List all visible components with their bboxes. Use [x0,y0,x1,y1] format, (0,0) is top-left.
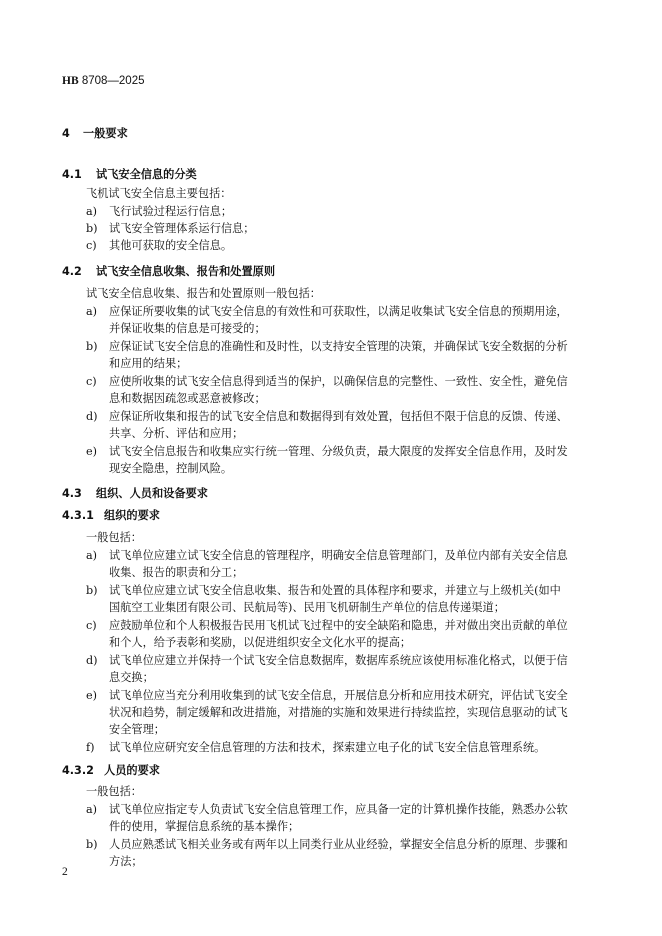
list-item-continuation: 和个人，给予表彰和奖励，以促进组织安全文化水平的提高； [109,636,412,649]
list-item-continuation: 状况和趋势，制定缓解和改进措施，对措施的实施和效果进行持续监控，实现信息驱动的试飞 [109,706,568,719]
list-label: e) [86,689,97,702]
list-item-continuation: 并保证收集的信息是可接受的； [109,322,266,335]
heading-title: 试飞安全信息的分类 [96,168,197,181]
list-item-continuation: 现安全隐患，控制风险。 [109,462,233,475]
paragraph-intro: 一般包括： [86,531,142,544]
list-label: b) [86,838,98,851]
heading-number: 4.3.1 [62,509,94,522]
list-label: a) [86,305,98,318]
list-label: f) [86,741,95,754]
heading-4-3 [62,485,208,501]
list-label: b) [86,340,98,353]
list-label: d) [86,410,98,423]
list-item: 试飞安全信息报告和收集应实行统一管理、分级负责，最大限度的发挥安全信息作用，及时发 [109,445,568,458]
heading-4-3-1 [62,507,160,523]
paragraph-intro: 试飞安全信息收集、报告和处置原则一般包括： [86,287,321,300]
list-item-continuation: 件的使用，掌握信息系统的基本操作； [109,820,300,833]
list-item: 人员应熟悉试飞相关业务或有两年以上同类行业从业经验，掌握安全信息分析的原理、步骤和 [109,838,568,851]
standard-header [62,75,145,87]
heading-number: 4.2 [62,265,82,278]
list-label: a) [86,549,98,562]
list-item: 试飞单位应当充分利用收集到的试飞安全信息，开展信息分析和应用技术研究，评估试飞安全 [109,689,568,702]
list-label: a) [86,803,98,816]
list-item: 试飞单位应指定专人负责试飞安全信息管理工作，应具备一定的计算机操作技能，熟悉办公软 [109,803,568,816]
heading-number: 4.3.2 [62,764,94,777]
list-item: 应保证所要收集的试飞安全信息的有效性和可获取性，以满足收集试飞安全信息的预期用途， [109,305,568,318]
list-item-continuation: 安全管理； [109,723,165,736]
heading-4 [62,125,128,141]
heading-number: 4.1 [62,168,82,181]
list-item-continuation: 和应用的结果； [109,357,188,370]
list-item: 试飞单位应建立并保持一个试飞安全信息数据库，数据库系统应该使用标准化格式，以便于信 [109,654,568,667]
list-label: c) [86,375,97,388]
heading-4-3-2 [62,762,160,778]
list-label: d) [86,654,98,667]
list-item: 其他可获取的安全信息。 [109,239,233,252]
heading-4-1 [62,166,197,182]
heading-number: 4.3 [62,487,82,500]
list-label: e) [86,445,97,458]
list-item: 应保证所收集和报告的试飞安全信息和数据得到有效处置，包括但不限于信息的反馈、传递、 [109,410,568,423]
heading-title: 组织的要求 [104,509,160,522]
list-item-continuation: 方法； [109,855,143,868]
heading-4-2 [62,263,275,279]
heading-number: 4 [62,127,70,140]
list-item: 飞行试验过程运行信息； [109,205,233,218]
list-label: c) [86,619,97,632]
page-number: 2 [62,866,68,878]
paragraph-intro: 一般包括： [86,785,142,798]
list-item-continuation: 息交换； [109,671,154,684]
list-item: 试飞单位应研究安全信息管理的方法和技术，探索建立电子化的试飞安全信息管理系统。 [109,741,546,754]
list-item: 应保证试飞安全信息的准确性和及时性，以支持安全管理的决策，并确保试飞安全数据的分析 [109,340,568,353]
list-item-continuation: 国航空工业集团有限公司、民航局等)、民用飞机研制生产单位的信息传递渠道； [109,601,505,614]
list-item: 应鼓励单位和个人积极报告民用飞机试飞过程中的安全缺陷和隐患，并对做出突出贡献的单位 [109,619,568,632]
heading-title: 组织、人员和设备要求 [96,487,208,500]
list-item-continuation: 共享、分析、评估和应用； [109,427,244,440]
list-item: 应使所收集的试飞安全信息得到适当的保护，以确保信息的完整性、一致性、安全性，避免信 [109,375,568,388]
standard-code: HB [62,75,79,87]
list-item: 试飞单位应建立试飞安全信息收集、报告和处置的具体程序和要求，并建立与上级机关(如中 [109,584,561,597]
list-label: b) [86,584,98,597]
list-item-continuation: 息和数据因疏忽或恶意被修改； [109,392,266,405]
list-label: b) [86,222,98,235]
list-label: a) [86,205,98,218]
heading-title: 试飞安全信息收集、报告和处置原则 [96,265,276,278]
list-item: 试飞安全管理体系运行信息； [109,222,255,235]
heading-title: 一般要求 [83,127,128,140]
standard-number: 8708—2025 [81,75,145,87]
paragraph-intro: 飞机试飞安全信息主要包括： [86,187,232,200]
list-item: 试飞单位应建立试飞安全信息的管理程序，明确安全信息管理部门，及单位内部有关安全信息 [109,549,568,562]
list-label: c) [86,239,97,252]
list-item-continuation: 收集、报告的职责和分工； [109,566,244,579]
heading-title: 人员的要求 [104,764,160,777]
